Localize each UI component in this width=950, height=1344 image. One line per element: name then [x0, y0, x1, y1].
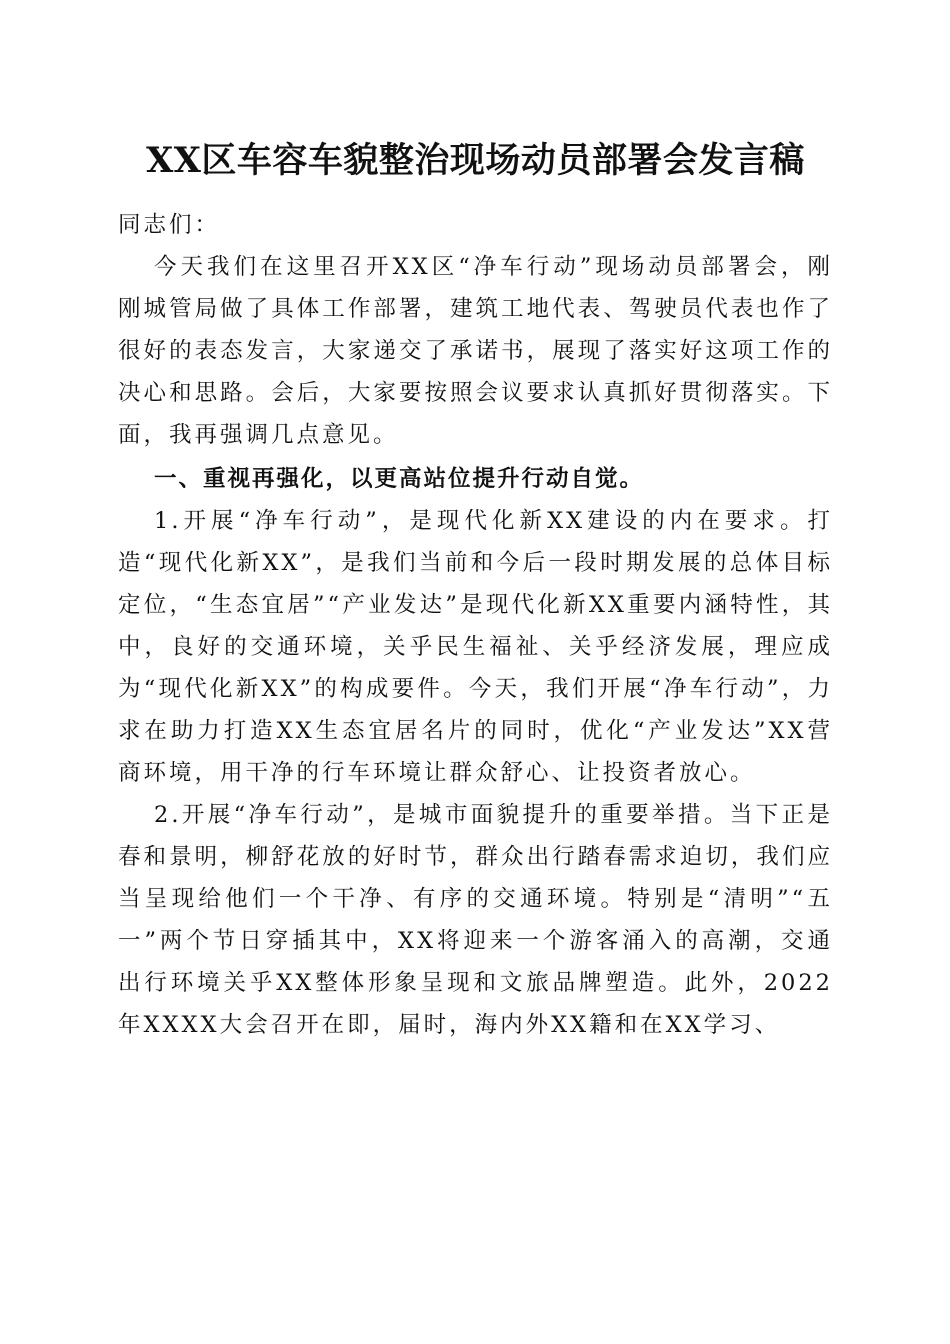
document-body — [118, 204, 833, 1046]
paragraph-point-2: 2.开展“净车行动”，是城市面貌提升的重要举措。当下正是春和景明，柳舒花放的好时节，群众出行踏春需求迫切，我们应当呈现给他们一个干净、有序的交通环境。特别是“清明”“五一”两个节日穿插其中，XX将迎来一个游客涌入的高潮，交通出行环境关乎XX整体形象呈现和文旅品牌塑造。此外，2022年XXXX大会召开在即，届时，海内外XX籍和在XX学习、 — [118, 802, 833, 1038]
salutation: 同志们： — [118, 212, 221, 238]
document-title: XX区车容车貌整治现场动员部署会发言稿 — [146, 140, 805, 181]
paragraph-point-1: 1.开展“净车行动”，是现代化新XX建设的内在要求。打造“现代化新XX”，是我们当前和今后一段时期发展的总体目标定位，“生态宜居”“产业发达”是现代化新XX重要内涵特性，其中，良好的交通环境，关乎民生福祉、关乎经济发展，理应成为“现代化新XX”的构成要件。今天，我们开展“净车行动”，力求在助力打造XX生态宜居名片的同时，优化“产业发达”XX营商环境，用干净的行车环境让群众舒心、让投资者放心。 — [118, 508, 833, 786]
section-heading-1: 一、重视再强化，以更高站位提升行动自觉。 — [154, 466, 645, 492]
paragraph-intro: 今天我们在这里召开XX区“净车行动”现场动员部署会，刚刚城管局做了具体工作部署，建筑工地代表、驾驶员代表也作了很好的表态发言，大家递交了承诺书，展现了落实好这项工作的决心和思路。会后，大家要按照会议要求认真抓好贯彻落实。下面，我再强调几点意见。 — [118, 254, 833, 448]
